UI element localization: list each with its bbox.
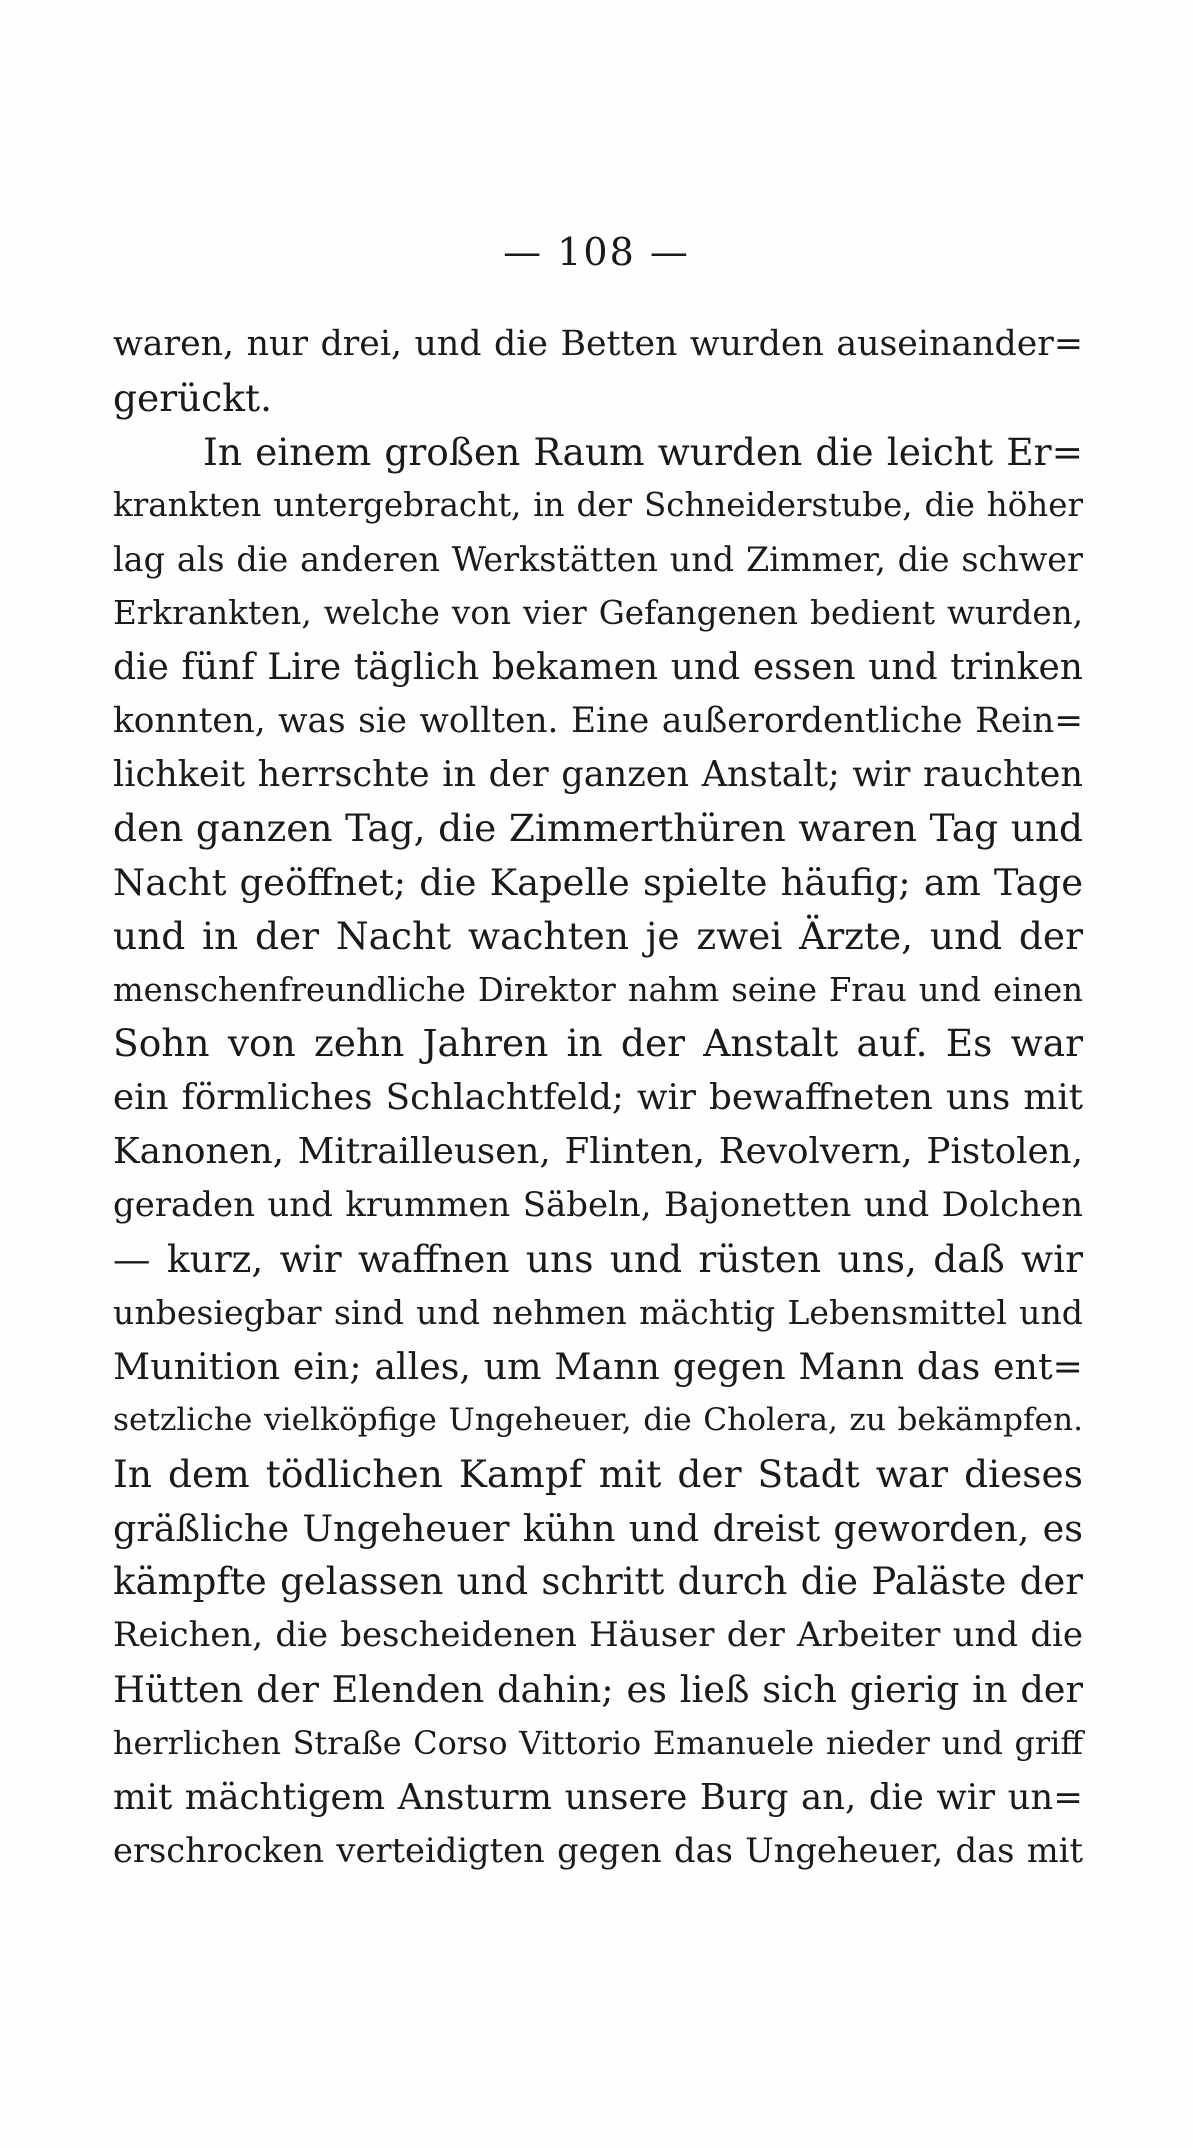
text-line: ein förmliches Schlachtfeld; wir bewaffneten uns mit xyxy=(113,1077,1083,1119)
text-line: waren, nur drei, und die Betten wurden auseinander= xyxy=(113,324,1083,364)
text-line: Hütten der Elenden dahin; es ließ sich gierig in der xyxy=(113,1667,1083,1711)
text-line: kämpfte gelassen und schritt durch die Paläste der xyxy=(113,1560,1083,1604)
text-line: lag als die anderen Werkstätten und Zimmer, die schwer xyxy=(113,540,1083,580)
text-line: In dem tödlichen Kampf mit der Stadt war dieses xyxy=(113,1451,1083,1496)
text-line: menschenfreundliche Direktor nahm seine Frau und einen xyxy=(113,970,1083,1009)
text-line: die fünf Lire täglich bekamen und essen und trinken xyxy=(113,646,1083,688)
text-line: In einem großen Raum wurden die leicht Er= xyxy=(203,429,1083,474)
text-line: lichkeit herrschte in der ganzen Anstalt; wir rauchten xyxy=(113,754,1083,796)
text-line: krankten untergebracht, in der Schneiderstube, die höher xyxy=(113,486,1083,525)
body-text xyxy=(113,318,1083,1878)
text-line: geraden und krummen Säbeln, Bajonetten und Dolchen xyxy=(113,1184,1083,1225)
text-line: den ganzen Tag, die Zimmerthüren waren Tag und xyxy=(113,806,1083,851)
text-line: mit mächtigem Ansturm unsere Burg an, die wir un= xyxy=(113,1776,1083,1818)
text-line: Erkrankten, welche von vier Gefangenen bedient wurden, xyxy=(113,593,1083,632)
text-line: unbesiegbar sind und nehmen mächtig Lebensmittel und xyxy=(113,1293,1083,1333)
text-line: Reichen, die bescheidenen Häuser der Arbeiter und die xyxy=(113,1615,1083,1656)
text-line: setzliche vielköpfige Ungeheuer, die Cholera, zu bekämpfen. xyxy=(113,1401,1083,1438)
text-line: und in der Nacht wachten je zwei Ärzte, und der xyxy=(113,913,1083,958)
page-number: — 108 — xyxy=(503,230,690,274)
text-line: gräßliche Ungeheuer kühn und dreist geworden, es xyxy=(113,1506,1083,1550)
text-line: gerückt. xyxy=(113,375,272,420)
text-line: Sohn von zehn Jahren in der Anstalt auf. Es war xyxy=(113,1021,1083,1066)
text-line: herrlichen Straße Corso Vittorio Emanuele nieder und griff xyxy=(113,1723,1083,1762)
text-line: konnten, was sie wollten. Eine außerordentliche Rein= xyxy=(113,700,1083,741)
text-line: erschrocken verteidigten gegen das Ungeheuer, das mit xyxy=(113,1831,1083,1871)
text-line: Munition ein; alles, um Mann gegen Mann das ent= xyxy=(113,1345,1083,1389)
text-line: Nacht geöffnet; die Kapelle spielte häufig; am Tage xyxy=(113,860,1083,904)
text-line: Kanonen, Mitrailleusen, Flinten, Revolvern, Pistolen, xyxy=(113,1130,1083,1172)
text-line: — kurz, wir waffnen uns und rüsten uns, daß wir xyxy=(113,1236,1083,1281)
